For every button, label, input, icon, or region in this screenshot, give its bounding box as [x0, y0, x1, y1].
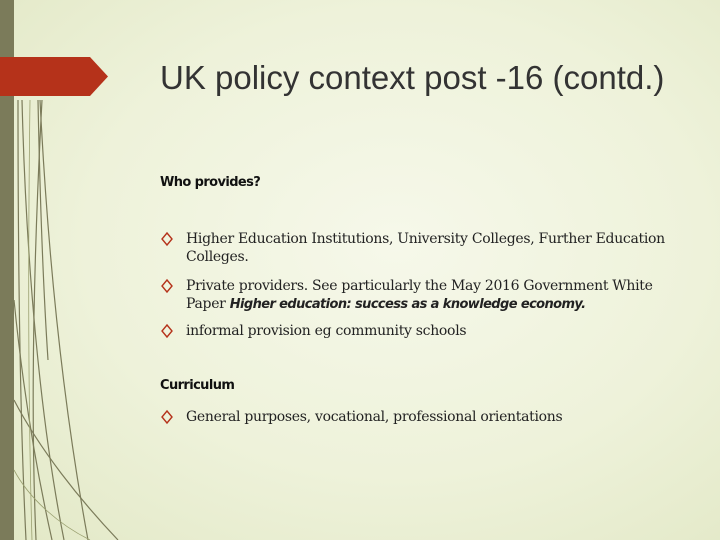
bullet-text: informal provision eg community schools [186, 323, 467, 339]
slide-title: UK policy context post -16 (contd.) [160, 59, 665, 96]
bullet-item [160, 322, 680, 340]
bullet-text [186, 277, 680, 314]
bullet-item [160, 408, 680, 426]
diamond-bullet-icon [160, 408, 174, 426]
bullet-item [160, 230, 680, 266]
bullet-text: Higher Education Institutions, University Colleges, Further Education Colleges. [186, 231, 665, 265]
diamond-bullet-icon [160, 277, 174, 295]
bullet-text: General purposes, vocational, professional orientations [186, 409, 563, 425]
section-heading-curriculum: Curriculum [160, 378, 235, 393]
white-paper-title: Higher education: success as a knowledge economy. [229, 297, 586, 312]
diamond-bullet-icon [160, 230, 174, 248]
title-tab-arrow [0, 57, 108, 96]
bullet-item [160, 277, 680, 314]
section-heading-providers: Who provides? [160, 175, 261, 190]
bullet-plain-text: Private providers. See particularly the May 2016 Government White Paper [186, 278, 653, 312]
diamond-bullet-icon [160, 322, 174, 340]
